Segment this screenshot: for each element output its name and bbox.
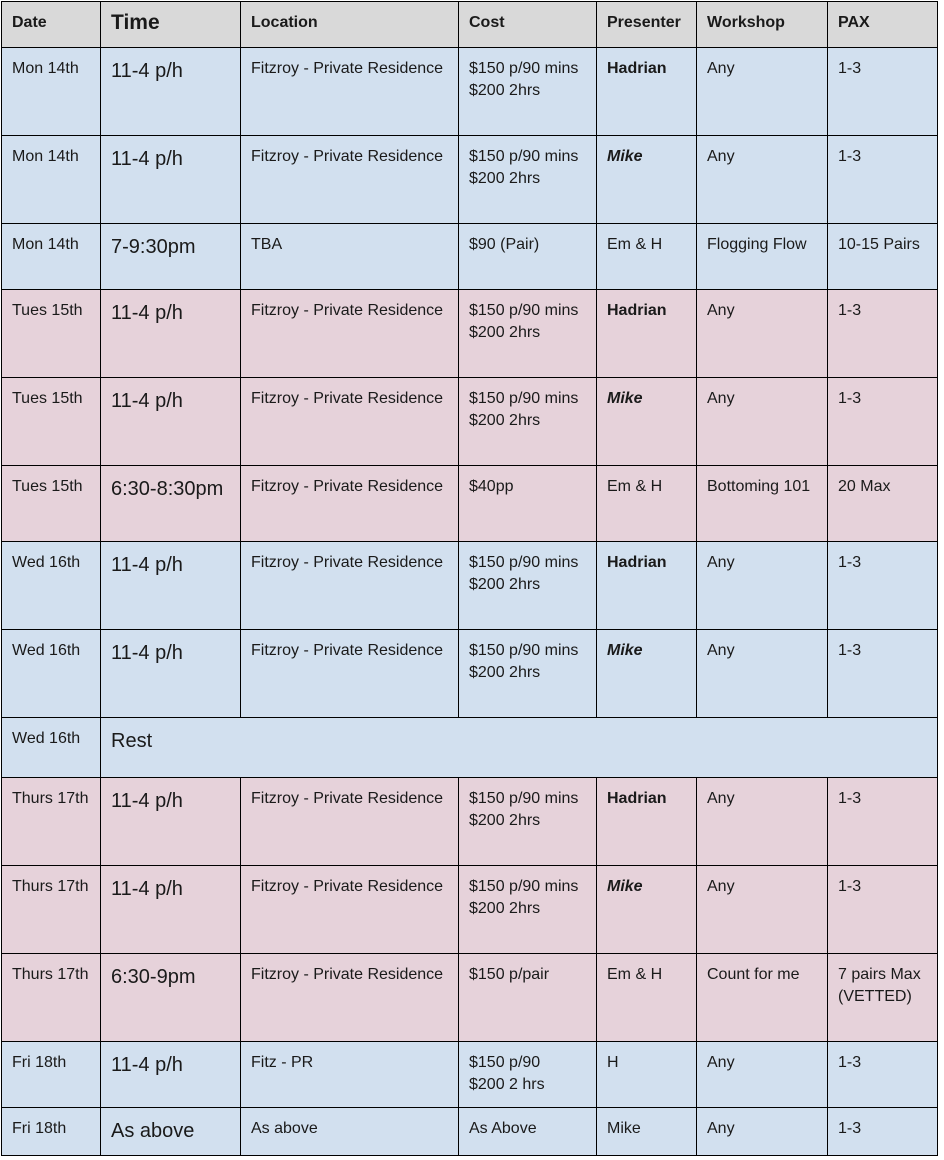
cost-line: $150 p/90 mins: [469, 60, 579, 77]
pax-cell: 1-3: [828, 630, 938, 718]
cost-line: $150 p/pair: [469, 966, 550, 983]
pax-cell: 7 pairs Max (VETTED): [828, 954, 938, 1042]
date-cell: Tues 15th: [2, 378, 101, 466]
cost-line: $150 p/90 mins: [469, 642, 579, 659]
cost-line: $200 2hrs: [469, 324, 541, 341]
presenter-cell: Mike: [597, 378, 697, 466]
pax-cell: 1-3: [828, 1042, 938, 1108]
date-cell: Fri 18th: [2, 1042, 101, 1108]
presenter-cell: Hadrian: [597, 542, 697, 630]
cost-cell: [459, 1042, 597, 1108]
cost-cell: [459, 954, 597, 1042]
presenter-cell: Mike: [597, 136, 697, 224]
schedule-rows: [2, 48, 938, 1156]
date-cell: Wed 16th: [2, 718, 101, 778]
time-cell: 11-4 p/h: [101, 378, 241, 466]
rest-cell: Rest: [101, 718, 938, 778]
pax-cell: 1-3: [828, 778, 938, 866]
cost-cell: [459, 224, 597, 290]
table-row: [2, 718, 938, 778]
cost-cell: [459, 542, 597, 630]
cost-line: $200 2hrs: [469, 664, 541, 681]
date-cell: Mon 14th: [2, 224, 101, 290]
workshop-cell: Any: [697, 290, 828, 378]
pax-cell: 1-3: [828, 542, 938, 630]
table-row: [2, 136, 938, 224]
table-row: [2, 542, 938, 630]
cost-cell: [459, 136, 597, 224]
presenter-cell: Hadrian: [597, 778, 697, 866]
date-cell: Tues 15th: [2, 466, 101, 542]
workshop-cell: Any: [697, 542, 828, 630]
cost-cell: [459, 466, 597, 542]
cost-line: $200 2hrs: [469, 900, 541, 917]
location-cell: Fitzroy - Private Residence: [241, 778, 459, 866]
time-cell: 7-9:30pm: [101, 224, 241, 290]
header-pax: PAX: [828, 2, 938, 48]
header-date: Date: [2, 2, 101, 48]
cost-line: $40pp: [469, 478, 514, 495]
header-presenter: Presenter: [597, 2, 697, 48]
table-row: [2, 466, 938, 542]
time-cell: 11-4 p/h: [101, 542, 241, 630]
presenter-cell: Hadrian: [597, 290, 697, 378]
workshop-cell: Any: [697, 630, 828, 718]
time-cell: 11-4 p/h: [101, 778, 241, 866]
location-cell: TBA: [241, 224, 459, 290]
workshop-cell: Any: [697, 1108, 828, 1156]
time-cell: 11-4 p/h: [101, 48, 241, 136]
time-cell: 6:30-9pm: [101, 954, 241, 1042]
date-cell: Thurs 17th: [2, 954, 101, 1042]
location-cell: Fitzroy - Private Residence: [241, 290, 459, 378]
location-cell: Fitzroy - Private Residence: [241, 136, 459, 224]
workshop-cell: Any: [697, 778, 828, 866]
workshop-cell: Any: [697, 378, 828, 466]
cost-line: $150 p/90 mins: [469, 790, 579, 807]
header-time: Time: [101, 2, 241, 48]
date-cell: Mon 14th: [2, 48, 101, 136]
cost-line: $90 (Pair): [469, 236, 540, 253]
cost-line: $150 p/90 mins: [469, 302, 579, 319]
workshop-cell: Any: [697, 1042, 828, 1108]
location-cell: Fitzroy - Private Residence: [241, 48, 459, 136]
table-row: [2, 778, 938, 866]
cost-line: $200 2hrs: [469, 412, 541, 429]
cost-line: $200 2hrs: [469, 82, 541, 99]
pax-cell: 1-3: [828, 48, 938, 136]
location-cell: Fitzroy - Private Residence: [241, 630, 459, 718]
cost-line: $200 2hrs: [469, 170, 541, 187]
time-cell: 11-4 p/h: [101, 136, 241, 224]
cost-cell: [459, 48, 597, 136]
pax-cell: 20 Max: [828, 466, 938, 542]
presenter-cell: Mike: [597, 1108, 697, 1156]
presenter-cell: Em & H: [597, 954, 697, 1042]
presenter-cell: Em & H: [597, 224, 697, 290]
table-row: [2, 378, 938, 466]
time-cell: As above: [101, 1108, 241, 1156]
cost-cell: [459, 630, 597, 718]
cost-cell: [459, 778, 597, 866]
cost-cell: [459, 1108, 597, 1156]
time-cell: 6:30-8:30pm: [101, 466, 241, 542]
presenter-cell: Hadrian: [597, 48, 697, 136]
workshop-cell: Count for me: [697, 954, 828, 1042]
table-row: [2, 630, 938, 718]
table-row: [2, 1042, 938, 1108]
cost-line: $150 p/90 mins: [469, 878, 579, 895]
cost-line: $150 p/90 mins: [469, 148, 579, 165]
date-cell: Fri 18th: [2, 1108, 101, 1156]
location-cell: As above: [241, 1108, 459, 1156]
cost-cell: [459, 378, 597, 466]
workshop-cell: Flogging Flow: [697, 224, 828, 290]
header-location: Location: [241, 2, 459, 48]
time-cell: 11-4 p/h: [101, 1042, 241, 1108]
header-row: [2, 2, 938, 48]
cost-line: $150 p/90 mins: [469, 390, 579, 407]
cost-line: $200 2hrs: [469, 576, 541, 593]
schedule-table: [1, 1, 938, 1156]
pax-cell: 1-3: [828, 378, 938, 466]
header-workshop: Workshop: [697, 2, 828, 48]
pax-cell: 1-3: [828, 1108, 938, 1156]
presenter-cell: Mike: [597, 866, 697, 954]
table-row: [2, 224, 938, 290]
cost-line: $200 2hrs: [469, 812, 541, 829]
location-cell: Fitzroy - Private Residence: [241, 466, 459, 542]
cost-line: $200 2 hrs: [469, 1076, 545, 1093]
cost-cell: [459, 866, 597, 954]
presenter-cell: Em & H: [597, 466, 697, 542]
time-cell: 11-4 p/h: [101, 630, 241, 718]
workshop-cell: Any: [697, 48, 828, 136]
workshop-cell: Any: [697, 866, 828, 954]
date-cell: Thurs 17th: [2, 778, 101, 866]
table-row: [2, 1108, 938, 1156]
presenter-cell: H: [597, 1042, 697, 1108]
location-cell: Fitzroy - Private Residence: [241, 542, 459, 630]
cost-line: As Above: [469, 1120, 537, 1137]
location-cell: Fitzroy - Private Residence: [241, 866, 459, 954]
date-cell: Wed 16th: [2, 630, 101, 718]
date-cell: Wed 16th: [2, 542, 101, 630]
location-cell: Fitz - PR: [241, 1042, 459, 1108]
time-cell: 11-4 p/h: [101, 866, 241, 954]
cost-line: $150 p/90 mins: [469, 554, 579, 571]
table-row: [2, 954, 938, 1042]
pax-cell: 1-3: [828, 136, 938, 224]
pax-cell: 1-3: [828, 290, 938, 378]
location-cell: Fitzroy - Private Residence: [241, 954, 459, 1042]
cost-cell: [459, 290, 597, 378]
date-cell: Thurs 17th: [2, 866, 101, 954]
time-cell: 11-4 p/h: [101, 290, 241, 378]
date-cell: Mon 14th: [2, 136, 101, 224]
pax-cell: 1-3: [828, 866, 938, 954]
table-row: [2, 866, 938, 954]
table-row: [2, 290, 938, 378]
table-row: [2, 48, 938, 136]
pax-cell: 10-15 Pairs: [828, 224, 938, 290]
header-cost: Cost: [459, 2, 597, 48]
workshop-cell: Any: [697, 136, 828, 224]
date-cell: Tues 15th: [2, 290, 101, 378]
cost-line: $150 p/90: [469, 1054, 541, 1071]
location-cell: Fitzroy - Private Residence: [241, 378, 459, 466]
workshop-cell: Bottoming 101: [697, 466, 828, 542]
presenter-cell: Mike: [597, 630, 697, 718]
